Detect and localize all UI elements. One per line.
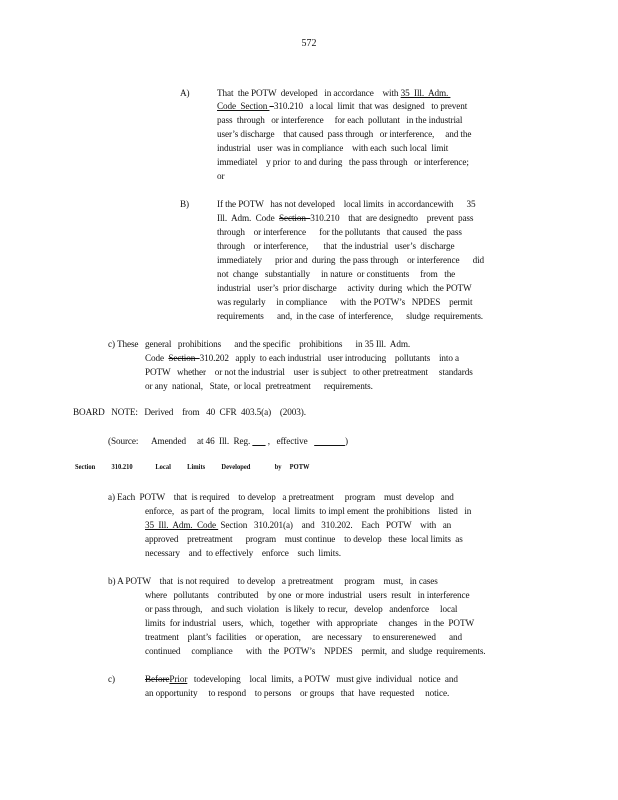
item-a-line-7: or (217, 171, 225, 181)
sec-a-line-4: approved pretreatment program must continue to develop these local limits as (145, 534, 463, 544)
item-b-line-1: If the POTW has not developed local limits in accordancewith 35 (217, 199, 476, 209)
item-b-line-7: industrial user’s prior discharge activity during which the POTW (217, 283, 472, 293)
section-heading: Section 310.210 Local Limits Developed by POTW (75, 463, 310, 472)
sec-a-line-2: enforce, as part of the program, local limits to impl ement the prohibitions listed in (145, 506, 472, 516)
sec-b-line-3: or pass through, and such violation is likely to recur, develop andenforce local (145, 604, 458, 614)
item-b-line-8: was regularly in compliance with the POTW’s NPDES permit (217, 297, 473, 307)
sec-c-line-2: an opportunity to respond to persons or groups that have requested notice. (145, 688, 450, 698)
item-c-line-4: or any national, State, or local pretreatment requirements. (145, 381, 373, 391)
item-b-line-5: immediately prior and during the pass through or interference did (217, 255, 485, 265)
sec-a-line-5: necessary and to effectively enforce such limits. (145, 548, 341, 558)
sec-c-line-1: BeforePrior todeveloping local limits, a POTW must give individual notice and (145, 674, 458, 684)
page-number: 572 (301, 38, 317, 49)
item-b-line-2: Ill. Adm. Code Section 310.210 that are designedto prevent pass (217, 213, 474, 223)
item-a-line-6: immediatel y prior to and during the pass through or interference; (217, 157, 469, 167)
item-b-line-9: requirements and, in the case of interference, sludge requirements. (217, 311, 483, 321)
sec-a-line-3: 35 Ill. Adm. Code Section 310.201(a) and 310.202. Each POTW with an (145, 520, 452, 530)
item-a-line-3: pass through or interference for each pollutant in the industrial (217, 115, 463, 125)
sec-a-line-1: a) Each POTW that is required to develop a pretreatment program must develop and (108, 492, 454, 502)
item-a-line-1: That the POTW developed in accordance with 35 Ill. Adm. (217, 88, 451, 98)
board-note: BOARD NOTE: Derived from 40 CFR 403.5(a) (2003). (73, 407, 306, 417)
sec-c-label: c) (108, 674, 115, 684)
sec-b-line-2: where pollutants contributed by one or more industrial users result in interference (145, 590, 470, 600)
sec-b-line-1: b) A POTW that is not required to develop a pretreatment program must, in cases (108, 576, 438, 586)
item-a-label: A) (180, 88, 190, 98)
item-a-line-4: user’s discharge that caused pass through or interference, and the (217, 129, 472, 139)
sec-b-line-6: continued compliance with the POTW’s NPDES permit, and sludge requirements. (145, 646, 486, 656)
item-b-line-6: not change substantially in nature or constituents from the (217, 269, 456, 279)
item-c-line-2: Code Section 310.202 apply to each industrial user introducing pollutants into a (145, 353, 460, 363)
sec-b-line-5: treatment plant’s facilities or operation, are necessary to ensurerenewed and (145, 632, 463, 642)
item-c-line-3: POTW whether or not the industrial user is subject to other pretreatment standards (145, 367, 473, 377)
item-b-line-4: through or interference, that the industrial user’s discharge (217, 241, 455, 251)
item-a-line-2: Code Section 310.210 a local limit that was designed to prevent (217, 101, 468, 111)
item-c-line-1: c) These general prohibitions and the specific prohibitions in 35 Ill. Adm. (108, 339, 411, 349)
item-b-line-3: through or interference for the pollutants that caused the pass (217, 227, 462, 237)
item-a-line-5: industrial user was in compliance with each such local limit (217, 143, 449, 153)
sec-b-line-4: limits for industrial users, which, together with appropriate changes in the POTW (145, 618, 475, 628)
source-line: (Source: Amended at 46 Ill. Reg. , effective ) (108, 436, 348, 446)
item-b-label: B) (180, 199, 189, 209)
